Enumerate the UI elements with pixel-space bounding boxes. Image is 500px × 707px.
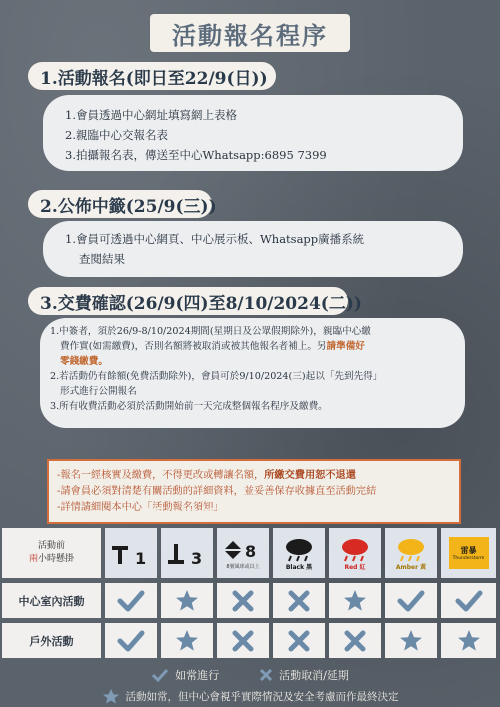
section-1-item: 1.會員透過中心網址填寫網上表格 — [65, 108, 237, 122]
cross-icon — [288, 630, 310, 652]
notice-bold-text: 所繳交費用恕不退還 — [264, 469, 356, 481]
arrangement-cell — [105, 623, 157, 658]
section-3-heading-pill — [28, 287, 362, 315]
section-3-highlight: 零錢繳費。 — [60, 356, 108, 367]
star-icon — [102, 688, 120, 704]
check-icon — [117, 630, 145, 652]
legend-star-row — [0, 687, 500, 705]
weather-arrangement-table — [2, 528, 498, 658]
black-rain-caption: Black 黑 — [285, 563, 313, 571]
star-icon — [175, 629, 199, 652]
check-icon — [151, 668, 169, 682]
thunder-caption: Thunderstorm — [452, 556, 485, 561]
section-2-heading: 2.公佈中籤(25/9(三)) — [40, 196, 217, 217]
section-2-item: 1.會員可透過中心網頁、中心展示板、Whatsapp廣播系統 — [65, 232, 365, 246]
notice-line — [57, 467, 451, 484]
signal-cell-thunder — [441, 528, 496, 578]
svg-text:3: 3 — [191, 549, 203, 568]
section-3-heading: 3.交費確認(26/9(四)至8/10/2024(二)) — [40, 293, 362, 314]
signal-cell-8 — [217, 528, 269, 578]
cross-icon — [259, 668, 273, 682]
legend-cancel: 活動取消/延期 — [279, 669, 349, 682]
arrangement-cell — [441, 623, 496, 658]
arrangement-cell — [217, 623, 269, 658]
section-2-heading-pill — [28, 190, 217, 218]
section-1-heading-pill — [28, 62, 276, 90]
cross-icon — [344, 630, 366, 652]
cross-icon — [232, 630, 254, 652]
signal-cell-amber — [385, 528, 437, 578]
signal-cell-t1 — [105, 528, 157, 578]
arrangement-cell — [273, 583, 325, 618]
typhoon-signal-8-icon — [221, 537, 265, 563]
check-icon — [455, 590, 483, 612]
signal-8-caption: 8號風球或以上 — [226, 563, 260, 570]
black-rainstorm-icon — [279, 536, 319, 562]
table-corner-cell — [2, 528, 101, 578]
section-3-item: 2.若活動仍有餘額(免費活動除外)，會員可於9/10/2024(三)起以「先到先得」 — [50, 371, 383, 382]
arrangement-cell — [105, 583, 157, 618]
red-rainstorm-icon — [335, 536, 375, 562]
section-2-box — [43, 221, 463, 277]
signal-cell-black — [273, 528, 325, 578]
notice-line: -請會員必須對清楚有關活動的詳細資料，並妥善保存收據直至活動完結 — [57, 486, 377, 497]
cross-icon — [288, 590, 310, 612]
check-icon — [117, 590, 145, 612]
notice-line: -詳情請細閱本中心「活動報名須知」 — [57, 502, 224, 513]
section-3-item: 3.所有收費活動必須於活動開始前一天完成整個報名程序及繳費。 — [50, 401, 328, 412]
row-label-text: 中心室內活動 — [18, 594, 85, 608]
section-1-heading: 1.活動報名(即日至22/9(日)) — [40, 68, 268, 89]
star-icon — [457, 629, 481, 652]
page-title: 活動報名程序 — [172, 21, 328, 50]
legend-star-note: 活動如常，但中心會視乎實際情況及安全考慮而作最終決定 — [125, 690, 399, 703]
thunder-label: 雷暴 — [460, 546, 477, 555]
cross-icon — [232, 590, 254, 612]
corner-label-text: 小時懸掛 — [38, 554, 75, 564]
star-icon — [399, 629, 423, 652]
svg-text:8: 8 — [245, 541, 257, 561]
section-3-item: 形式進行公開報名 — [60, 386, 137, 397]
section-3-item — [50, 339, 465, 354]
arrangement-cell — [385, 623, 437, 658]
arrangement-cell — [217, 583, 269, 618]
arrangement-cell — [329, 583, 381, 618]
arrangement-cell — [385, 583, 437, 618]
signal-cell-red — [329, 528, 381, 578]
red-rain-caption: Red 紅 — [344, 563, 366, 571]
star-icon — [175, 589, 199, 612]
arrangement-cell — [329, 623, 381, 658]
row-label-indoor — [2, 583, 101, 618]
section-1-item: 3.拍攝報名表，傳送至中心Whatsapp:6895 7399 — [65, 148, 327, 162]
legend-row — [0, 666, 500, 684]
arrangement-cell — [161, 583, 213, 618]
typhoon-signal-3-icon — [165, 538, 209, 568]
section-1-box — [43, 95, 463, 171]
svg-text:1: 1 — [135, 549, 147, 568]
star-icon — [343, 589, 367, 612]
section-2-item: 查閱結果 — [79, 252, 125, 266]
section-3-text: 費作實(如需繳費)，否則名額將被取消或被其他報名者補上。另 — [60, 341, 327, 352]
section-3-item: 1.中簽者，須於26/9-8/10/2024期間(星期日及公眾假期除外)，親臨中心繳 — [50, 326, 371, 337]
corner-label-line2 — [29, 553, 74, 566]
notice-text: -報名一經核實及繳費，不得更改或轉讓名額， — [57, 470, 265, 481]
section-3-highlight: 請準備好 — [326, 341, 365, 352]
check-icon — [397, 590, 425, 612]
section-3-item — [50, 354, 465, 369]
page-title-banner — [150, 14, 350, 52]
arrangement-cell — [273, 623, 325, 658]
row-label-text: 戶外活動 — [29, 634, 74, 648]
thunderstorm-icon — [449, 537, 489, 569]
legend-normal: 如常進行 — [175, 669, 220, 682]
arrangement-cell — [441, 583, 496, 618]
row-label-outdoor — [2, 623, 101, 658]
amber-rain-caption: Amber 黃 — [395, 563, 427, 571]
corner-label-red: 兩 — [28, 554, 38, 564]
weather-section-title: 惡劣天氣警告下之服務安排 — [147, 506, 352, 524]
section-1-item: 2.親臨中心交報名表 — [65, 128, 168, 142]
corner-label-line1: 活動前 — [37, 541, 65, 551]
signal-cell-3 — [161, 528, 213, 578]
section-3-box — [40, 318, 465, 428]
amber-rainstorm-icon — [391, 536, 431, 562]
arrangement-cell — [161, 623, 213, 658]
typhoon-signal-1-icon — [109, 538, 153, 568]
